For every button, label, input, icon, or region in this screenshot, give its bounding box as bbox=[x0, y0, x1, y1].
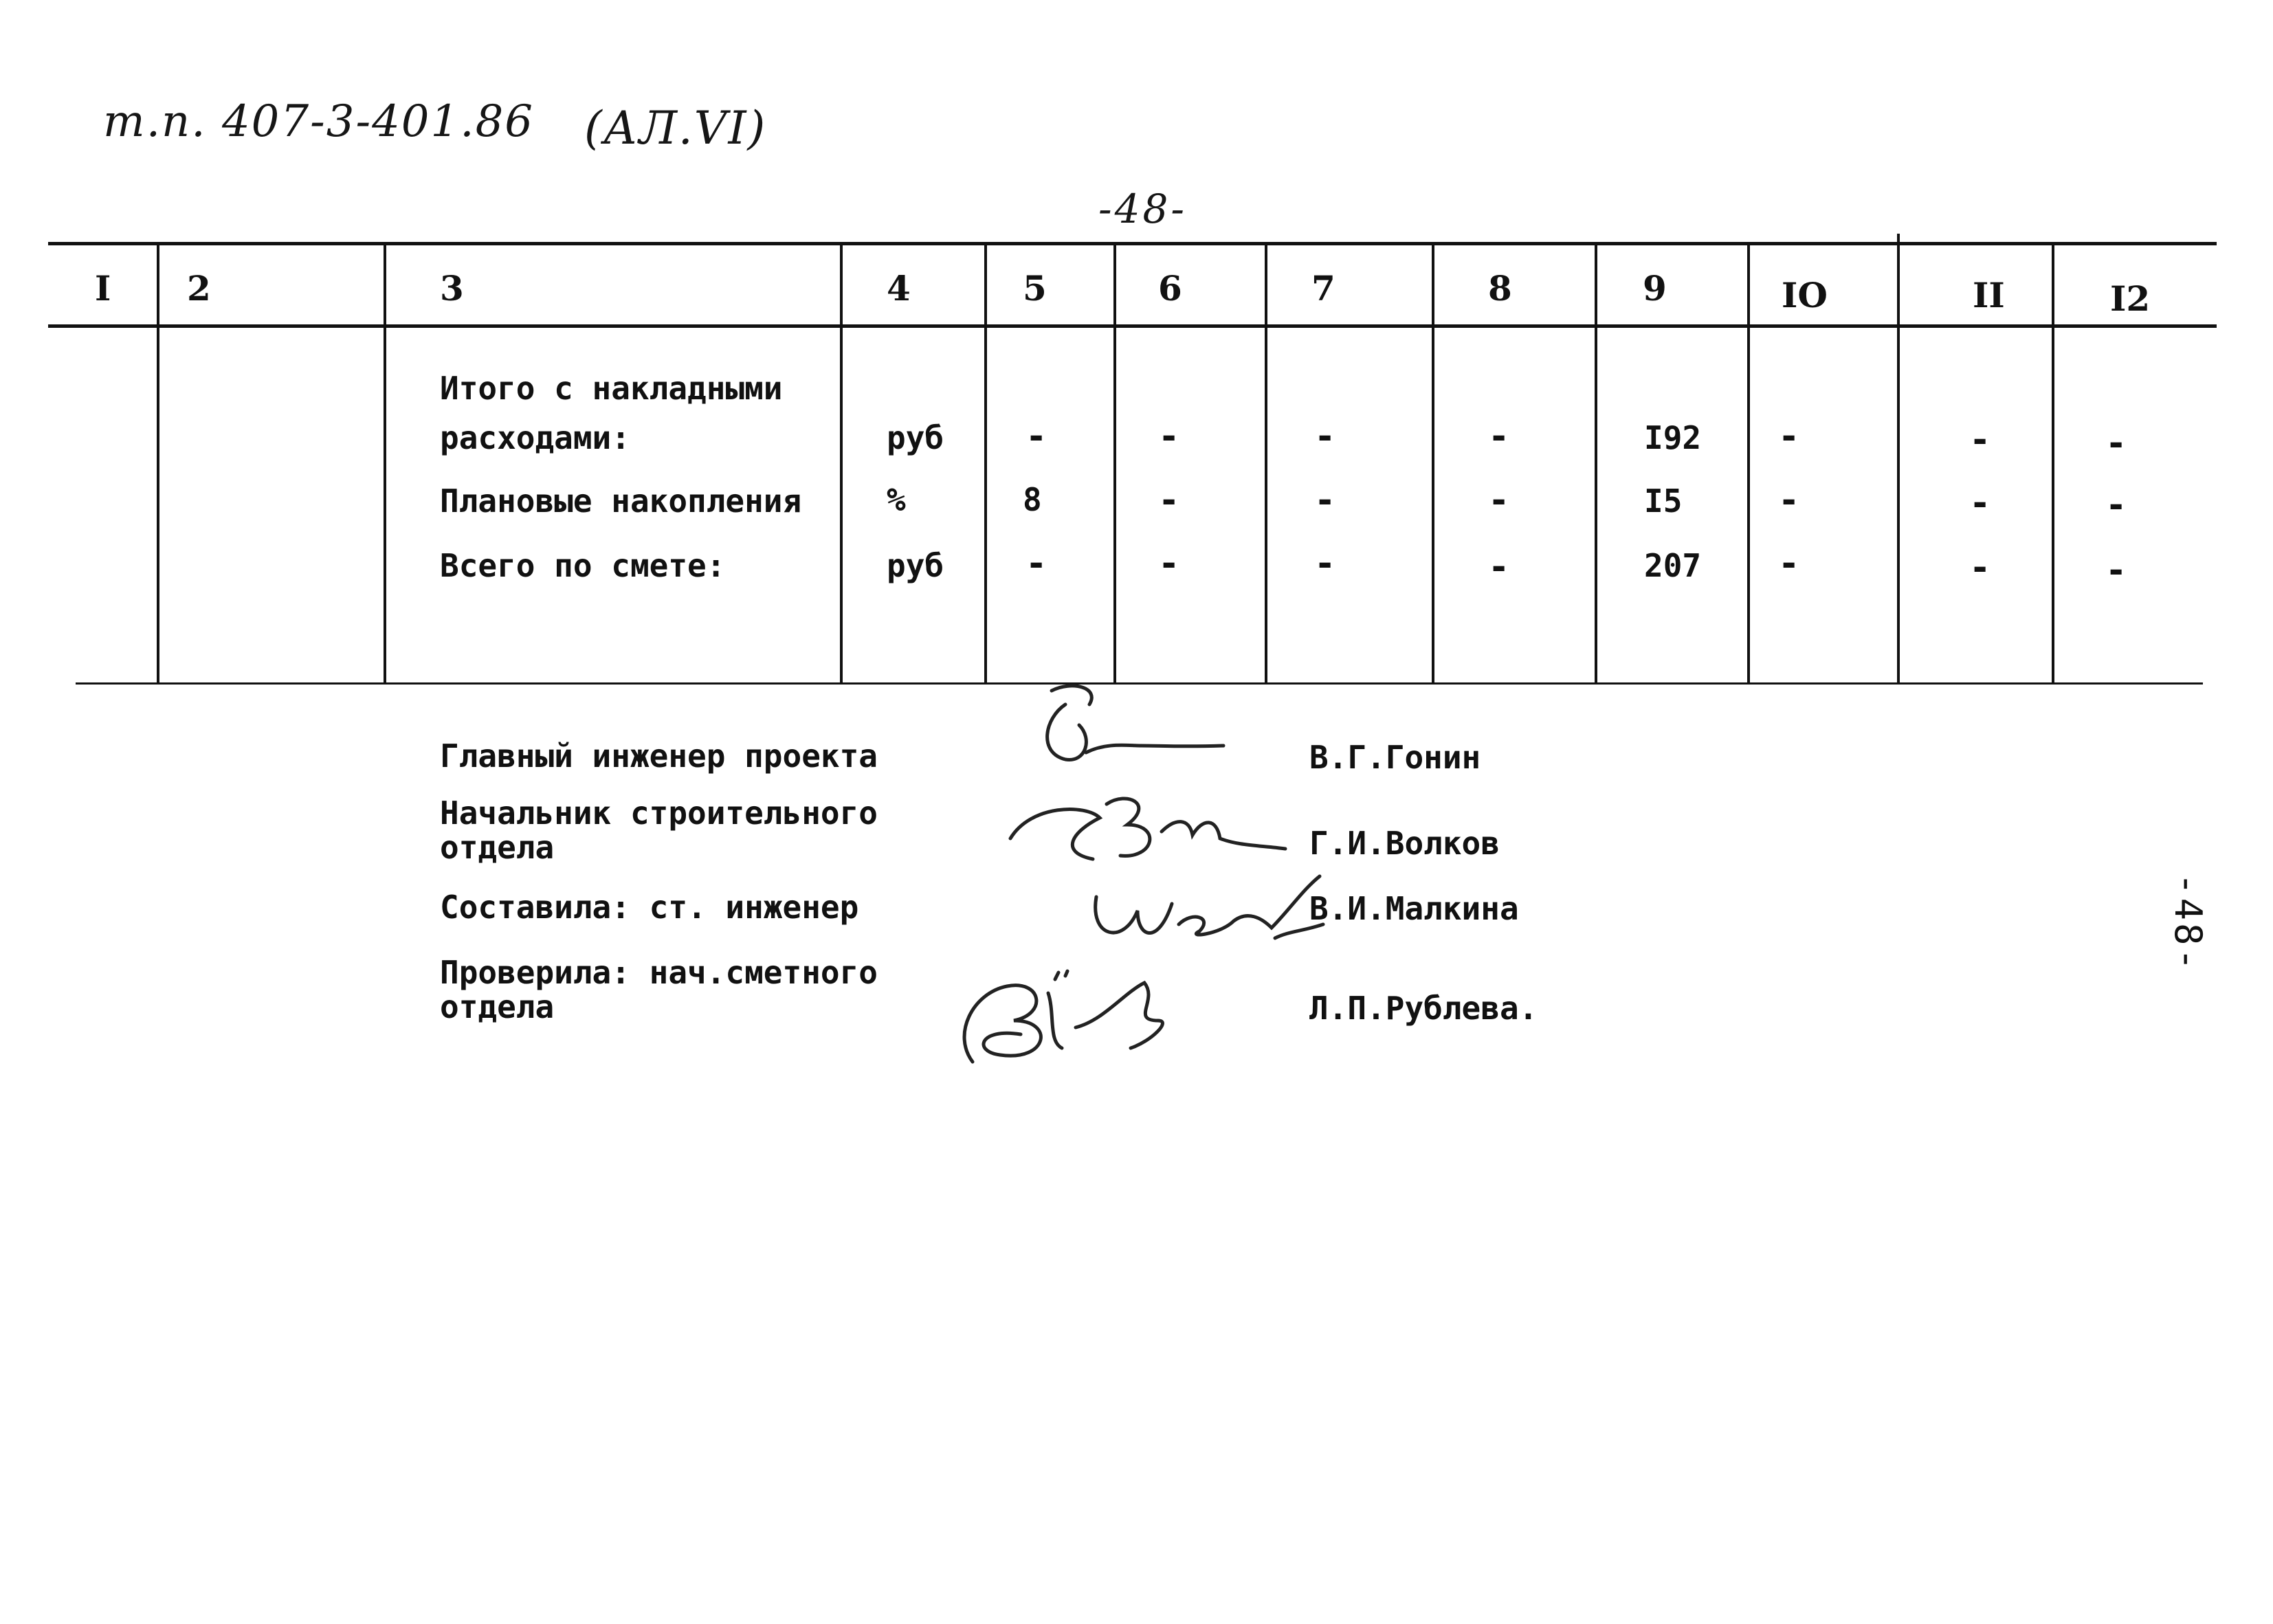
col-divider-11 bbox=[2052, 244, 2054, 684]
signature-rubleva bbox=[945, 952, 1220, 1076]
col-divider-9 bbox=[1747, 244, 1750, 684]
signatory-name: В.И.Малкина bbox=[1309, 890, 1519, 927]
cell-col12: - bbox=[2105, 423, 2127, 464]
cell-col6: - bbox=[1158, 480, 1180, 521]
cell-col7: - bbox=[1314, 416, 1336, 457]
cell-col9: I92 bbox=[1644, 419, 1702, 456]
signatory-role bbox=[440, 890, 858, 924]
col-header-1: I bbox=[95, 268, 111, 309]
col-header-10: IO bbox=[1782, 275, 1828, 315]
signatory-role bbox=[440, 955, 878, 1024]
role-line: Проверила: нач.сметного bbox=[440, 954, 878, 991]
col-divider-4 bbox=[984, 244, 987, 684]
signatory-name: Л.П.Рублева. bbox=[1309, 990, 1538, 1027]
col-divider-8 bbox=[1595, 244, 1597, 684]
cell-col9: 207 bbox=[1644, 547, 1702, 584]
cell-col11: - bbox=[1969, 547, 1991, 588]
col-header-2: 2 bbox=[187, 268, 211, 309]
signature-gonin bbox=[1024, 677, 1244, 780]
signature-malkina bbox=[1083, 863, 1330, 959]
cell-col5: 8 bbox=[1023, 481, 1042, 518]
signatory-name: В.Г.Гонин bbox=[1309, 739, 1481, 776]
role-line: отдела bbox=[440, 988, 555, 1025]
cell-col6: - bbox=[1158, 416, 1180, 457]
cell-col11: - bbox=[1969, 482, 1991, 524]
cell-col9: I5 bbox=[1644, 482, 1683, 520]
row-name: Плановые накопления bbox=[440, 482, 802, 520]
col-header-11: II bbox=[1973, 275, 2005, 315]
cell-col10: - bbox=[1778, 543, 1800, 584]
cell-col8: - bbox=[1488, 546, 1510, 588]
row-name-cont: расходами: bbox=[440, 419, 630, 456]
cell-col7: - bbox=[1314, 480, 1336, 521]
row-name: Всего по смете: bbox=[440, 547, 726, 584]
col-header-8: 8 bbox=[1488, 268, 1512, 309]
col-header-6: 6 bbox=[1158, 268, 1182, 309]
role-line: отдела bbox=[440, 829, 555, 866]
col-header-5: 5 bbox=[1023, 268, 1047, 309]
cell-col5: - bbox=[1025, 543, 1047, 584]
cell-col12: - bbox=[2105, 485, 2127, 526]
col-divider-7 bbox=[1432, 244, 1434, 684]
row-unit: руб bbox=[887, 419, 944, 456]
cell-col5: - bbox=[1025, 416, 1047, 457]
role-line: Составила: ст. инженер bbox=[440, 889, 859, 926]
role-line: Главный инженер проекта bbox=[440, 737, 878, 775]
row-unit: % bbox=[887, 481, 906, 518]
col-header-12: I2 bbox=[2110, 278, 2151, 319]
page-number: -48- bbox=[1098, 186, 1187, 232]
col-header-9: 9 bbox=[1643, 268, 1667, 309]
cell-col7: - bbox=[1314, 543, 1336, 584]
cell-col8: - bbox=[1488, 480, 1510, 521]
row-unit: руб bbox=[887, 547, 944, 584]
signatory-role bbox=[440, 796, 878, 865]
col-divider-1 bbox=[157, 244, 159, 684]
col-divider-10 bbox=[1897, 234, 1900, 684]
table-top-rule bbox=[48, 242, 2217, 245]
col-divider-3 bbox=[840, 244, 843, 684]
col-divider-6 bbox=[1265, 244, 1267, 684]
col-header-4: 4 bbox=[887, 268, 911, 309]
cell-col10: - bbox=[1778, 416, 1800, 457]
header-bottom-rule bbox=[48, 324, 2217, 328]
col-divider-2 bbox=[384, 244, 386, 684]
col-header-3: 3 bbox=[440, 268, 464, 309]
side-page-number: -48- bbox=[2166, 873, 2210, 974]
cell-col6: - bbox=[1158, 543, 1180, 584]
row-name: Итого с накладными bbox=[440, 370, 783, 407]
cell-col12: - bbox=[2105, 550, 2127, 591]
cell-col11: - bbox=[1969, 419, 1991, 460]
document-code: т.п. 407-3-401.86 bbox=[103, 96, 534, 147]
cell-col10: - bbox=[1778, 480, 1800, 521]
col-divider-5 bbox=[1113, 244, 1116, 684]
col-header-7: 7 bbox=[1311, 268, 1335, 309]
role-line: Начальник строительного bbox=[440, 794, 878, 832]
signatory-role bbox=[440, 739, 878, 773]
signatory-name: Г.И.Волков bbox=[1309, 825, 1500, 862]
cell-col8: - bbox=[1488, 416, 1510, 457]
sheet-note: (АЛ.VI) bbox=[584, 102, 767, 155]
